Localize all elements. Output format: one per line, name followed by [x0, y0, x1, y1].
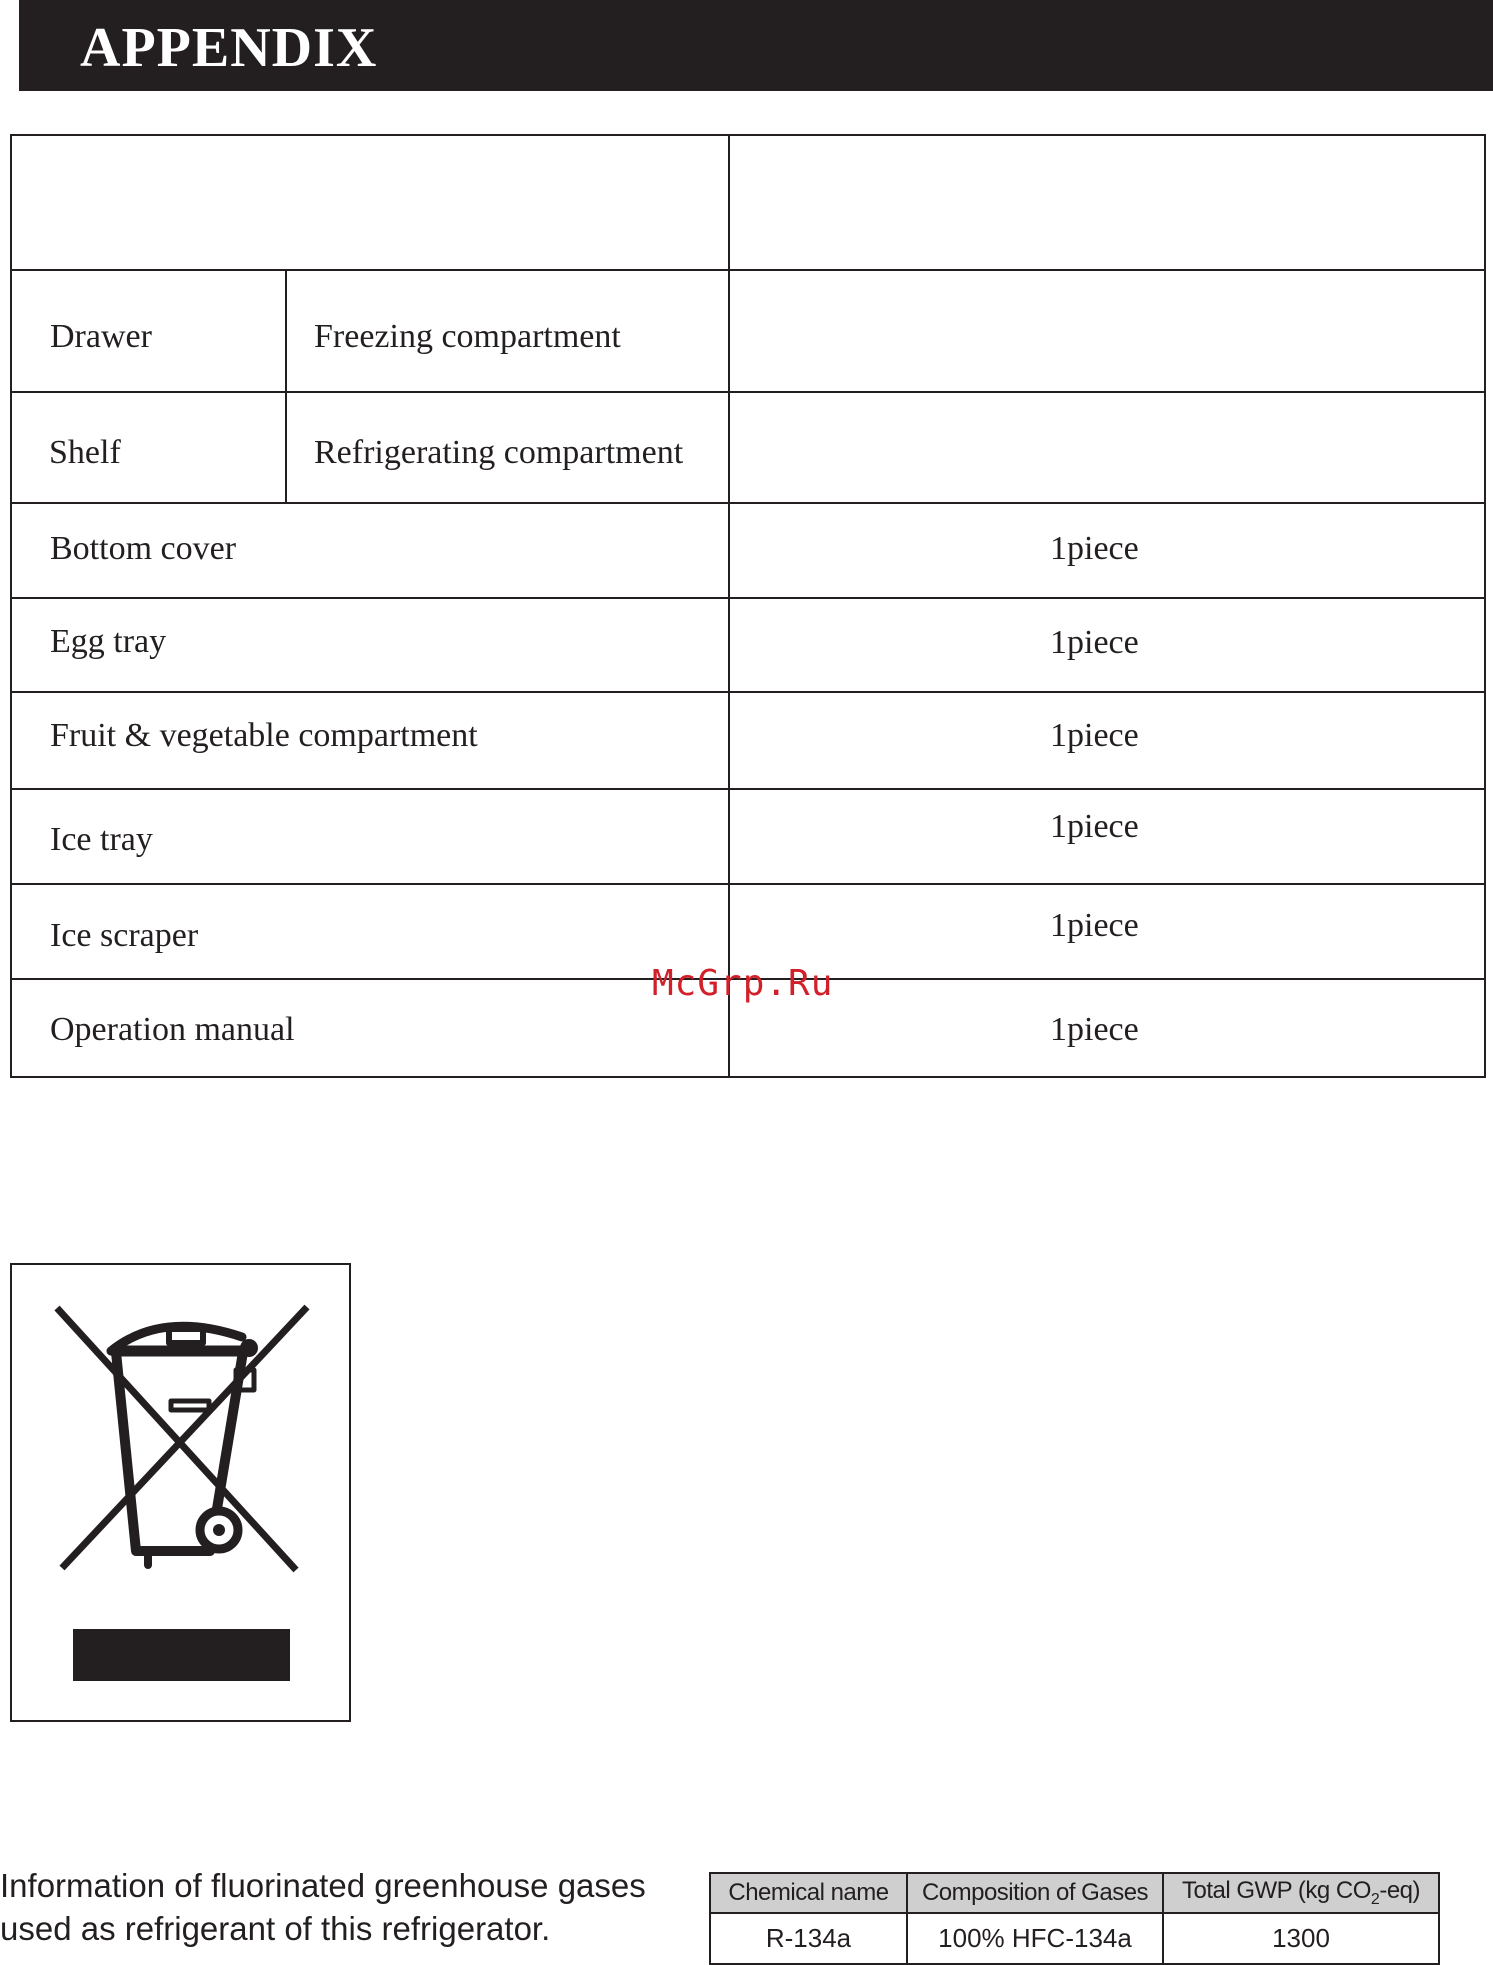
table-border-bottom	[10, 1076, 1486, 1078]
table-divider	[10, 597, 1486, 599]
fgas-gwp: 1300	[1163, 1913, 1439, 1964]
table-divider	[10, 502, 1486, 504]
item-quantity: 1piece	[1050, 907, 1139, 944]
table-divider	[10, 269, 1486, 271]
item-name: Drawer	[50, 318, 152, 355]
fgas-header-gwp	[1163, 1873, 1439, 1913]
table-subcolumn-divider	[285, 269, 287, 503]
fgas-data-row	[710, 1913, 1439, 1964]
item-quantity: 1piece	[1050, 717, 1139, 754]
fgas-header-row	[710, 1873, 1439, 1913]
table-divider	[10, 691, 1486, 693]
item-quantity: 1piece	[1050, 624, 1139, 661]
item-name: Ice tray	[50, 821, 153, 858]
fgas-table	[709, 1872, 1440, 1965]
gwp-subscript: 2	[1370, 1890, 1380, 1908]
header-bar	[19, 0, 1493, 91]
table-border-left	[10, 134, 12, 1078]
item-quantity: 1piece	[1050, 808, 1139, 845]
item-name: Egg tray	[50, 623, 167, 660]
item-name: Fruit & vegetable compartment	[50, 717, 478, 754]
page-title: APPENDIX	[80, 17, 378, 79]
gwp-label: Total GWP (kg CO	[1181, 1877, 1371, 1905]
weee-symbol-box	[10, 1263, 351, 1722]
fgas-info-line: used as refrigerant of this refrigerator.	[0, 1910, 551, 1947]
fgas-info-line: Information of fluorinated greenhouse gases	[0, 1867, 646, 1904]
fgas-chemical: R-134a	[710, 1913, 907, 1964]
watermark: McGrp.Ru	[652, 963, 834, 1004]
crossed-out-wheelie-bin-icon	[12, 1265, 349, 1720]
item-name: Operation manual	[50, 1011, 295, 1048]
item-location: Refrigerating compartment	[314, 434, 684, 471]
table-column-divider	[728, 134, 730, 1078]
fgas-info-text	[0, 1864, 646, 1950]
table-divider	[10, 391, 1486, 393]
item-name: Bottom cover	[50, 530, 237, 567]
item-quantity: 1piece	[1050, 1011, 1139, 1048]
fgas-header-chemical: Chemical name	[710, 1873, 907, 1913]
accessories-table	[10, 134, 1486, 1078]
item-name: Shelf	[49, 434, 121, 471]
table-divider	[10, 883, 1486, 885]
item-name: Ice scraper	[50, 917, 199, 954]
fgas-composition: 100% HFC-134a	[907, 1913, 1163, 1964]
table-divider	[10, 788, 1486, 790]
table-border-top	[10, 134, 1486, 136]
item-quantity: 1piece	[1050, 530, 1139, 567]
fgas-header-composition: Composition of Gases	[907, 1873, 1163, 1913]
gwp-label-suffix: -eq)	[1379, 1877, 1421, 1905]
table-border-right	[1484, 134, 1486, 1078]
item-location: Freezing compartment	[314, 318, 621, 355]
